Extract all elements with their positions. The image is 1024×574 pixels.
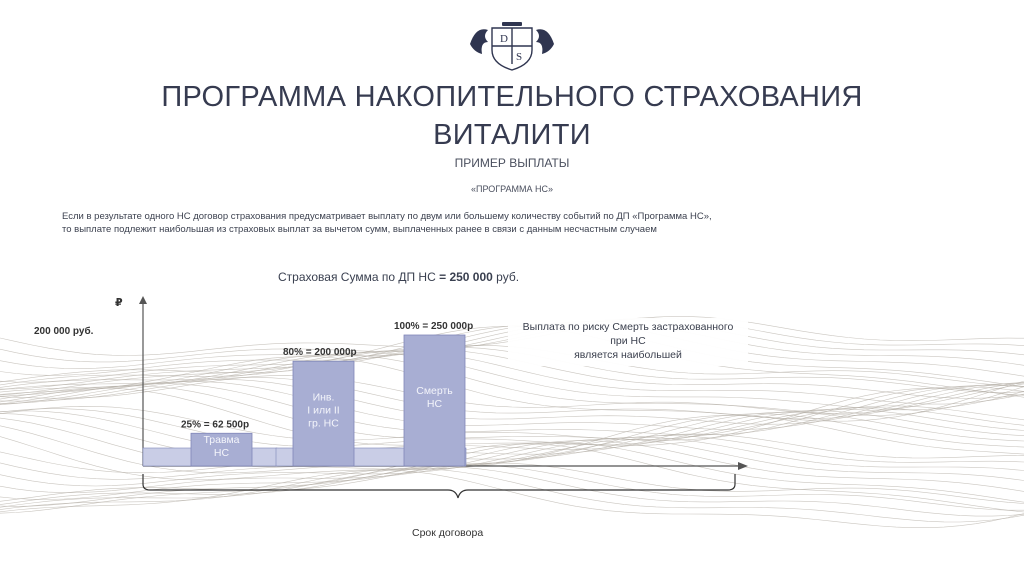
data-label: 25% = 62 500р	[181, 419, 250, 431]
data-label: 80% = 200 000р	[283, 347, 357, 359]
title-line-2: ВИТАЛИТИ	[433, 119, 591, 151]
category-label: I или II	[307, 404, 340, 417]
svg-text:S: S	[516, 51, 523, 63]
program-name: «ПРОГРАММА НС»	[470, 184, 554, 194]
insured-sum	[278, 270, 519, 284]
category-label: НС	[213, 447, 230, 460]
category-label: Травма	[203, 434, 240, 447]
contract-term-brace	[143, 474, 735, 498]
y-axis-arrow	[139, 296, 147, 304]
insured-sum-value: = 250 000	[439, 270, 493, 284]
callout-line-1: Выплата по риску Смерть застрахованного	[522, 321, 734, 333]
x-axis-label: Срок договора	[412, 527, 484, 539]
insured-sum-label: Страховая Сумма по ДП НС	[278, 270, 436, 284]
data-label: 100% = 250 000р	[394, 321, 474, 332]
left-value-label: 200 000 руб.	[34, 326, 94, 337]
insured-sum-unit: руб.	[496, 270, 520, 284]
payout-rule-note	[62, 210, 782, 236]
ds-consulting-logo	[466, 20, 558, 72]
svg-text:D: D	[500, 33, 508, 45]
callout-note	[508, 318, 748, 366]
x-axis-arrow	[738, 462, 748, 470]
note-line-2: то выплате подлежит наибольшая из страховых выплат за вычетом сумм, выплаченных ранее в связи с данным несчастным случаем	[62, 224, 657, 235]
callout-line-3: является наибольшей	[574, 349, 682, 361]
page-title	[112, 78, 912, 154]
subtitle: ПРИМЕР ВЫПЛАТЫ	[454, 156, 570, 170]
category-label: Инв.	[312, 391, 335, 404]
note-line-1: Если в результате одного НС договор страхования предусматривает выплату по двум или большему количеству событий по ДП «Программа НС»,	[62, 211, 712, 222]
y-axis-label: ₽	[115, 297, 123, 309]
title-line-1: ПРОГРАММА НАКОПИТЕЛЬНОГО СТРАХОВАНИЯ	[161, 81, 863, 113]
category-label: гр. НС	[308, 417, 339, 430]
callout-line-2: при НС	[610, 335, 646, 347]
category-label: Смерть	[416, 385, 453, 397]
category-label: НС	[426, 398, 443, 410]
